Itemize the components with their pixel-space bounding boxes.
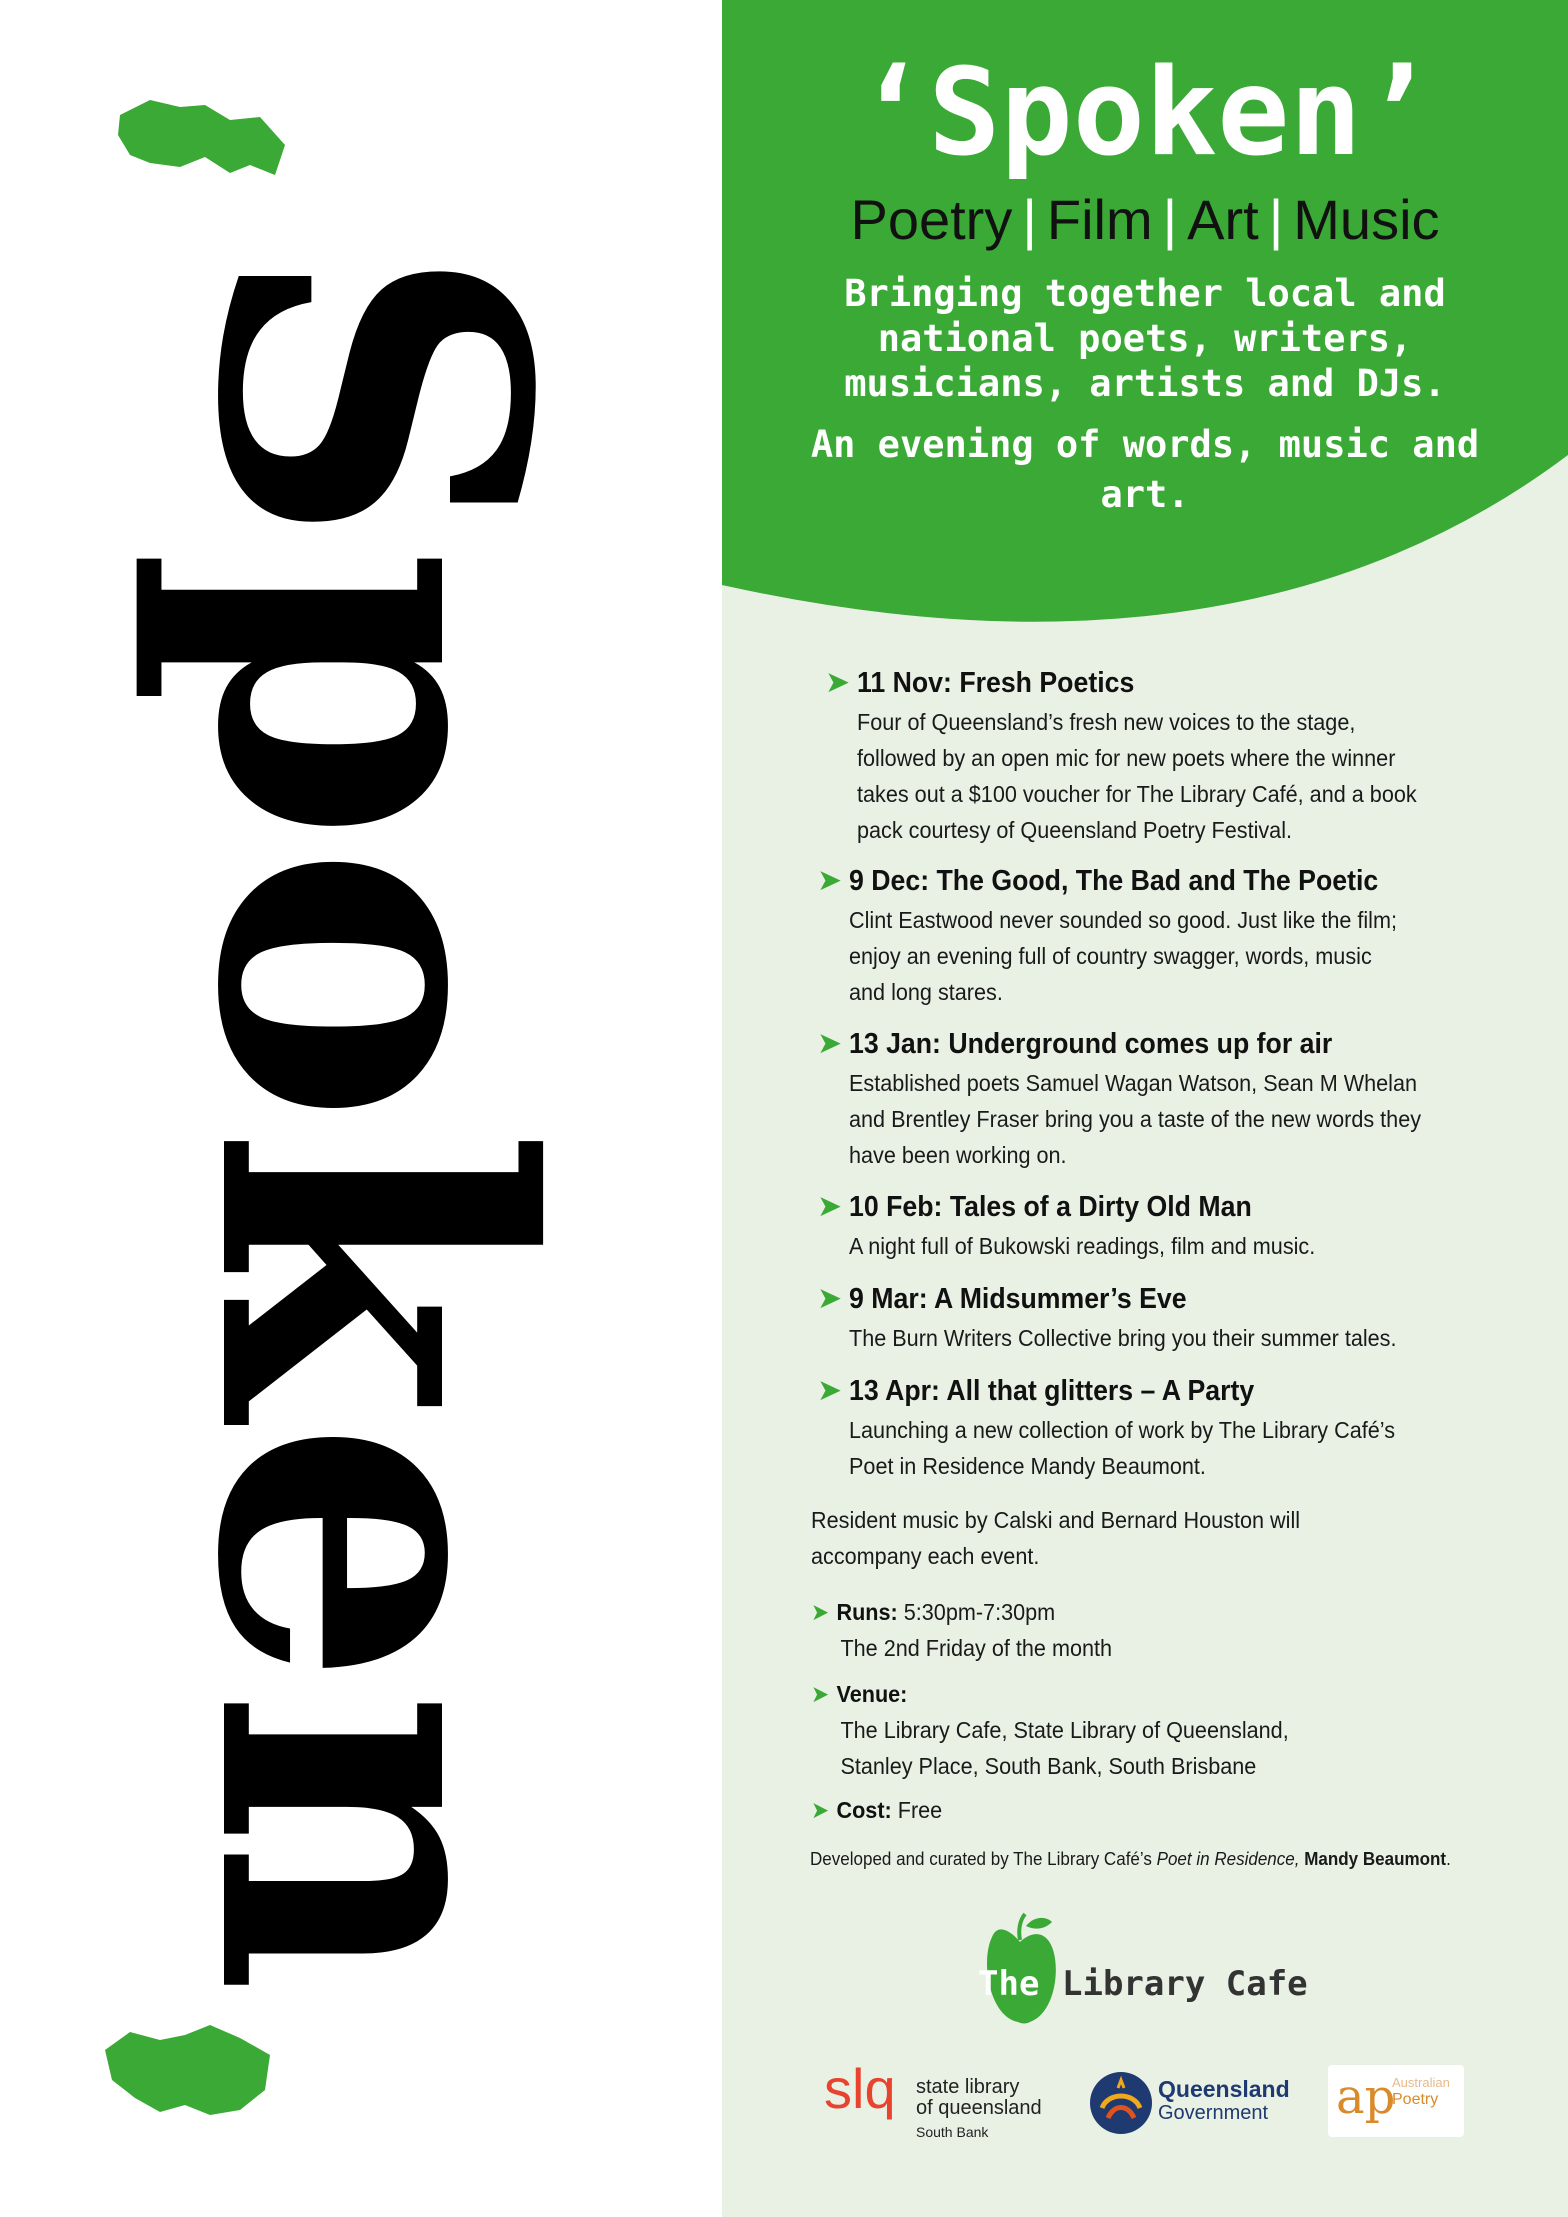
slq-line-3: South Bank <box>916 2124 989 2140</box>
arrow-icon: ➤ <box>811 1681 830 1707</box>
category-poetry: Poetry <box>850 188 1013 251</box>
top-quote-mark <box>110 95 290 190</box>
event-description: A night full of Bukowski readings, film and music. <box>849 1233 1316 1259</box>
runs-time: 5:30pm-7:30pm <box>903 1599 1056 1625</box>
cafe-name: Library Cafe <box>1062 1964 1308 2004</box>
arrow-icon: ➤ <box>817 1190 843 1223</box>
venue-info <box>811 1676 1473 1784</box>
cost-info <box>811 1792 1473 1828</box>
event-title: 10 Feb: Tales of a Dirty Old Man <box>849 1191 1252 1223</box>
info-panel <box>722 0 1568 2217</box>
event-description: The Burn Writers Collective bring you their summer tales. <box>849 1325 1397 1351</box>
event-item <box>817 1374 1568 1484</box>
tagline: Bringing together local and national poets, writers, musicians, artists and DJs. <box>844 272 1446 406</box>
arrow-icon: ➤ <box>811 1797 830 1823</box>
ap-line-1: Australian <box>1392 2075 1450 2090</box>
event-item <box>817 1282 1568 1356</box>
event-description: Four of Queensland’s fresh new voices to the stage, followed by an open mic for new poets where the winner takes out a $100 voucher for The Library Café, and a book pack courtesy of Queensland Poetry Festival. <box>857 709 1417 843</box>
qld-line-2: Government <box>1158 2102 1269 2124</box>
event-item <box>825 666 1568 848</box>
event-title: 11 Nov: Fresh Poetics <box>857 667 1135 699</box>
category-music: Music <box>1293 188 1440 251</box>
event-title: 9 Dec: The Good, The Bad and The Poetic <box>849 865 1379 897</box>
partner-logos <box>722 2057 1568 2150</box>
runs-label: Runs: <box>836 1599 898 1625</box>
arrow-icon: ➤ <box>817 1027 843 1060</box>
event-description: Launching a new collection of work by The Library Café’s Poet in Residence Mandy Beaumont. <box>849 1417 1396 1479</box>
tagline-evening: An evening of words, music and art. <box>810 423 1480 517</box>
event-title: 13 Apr: All that glitters – A Party <box>849 1375 1255 1407</box>
header <box>722 0 1568 520</box>
bottom-quote-mark <box>100 2020 280 2120</box>
arrow-icon: ➤ <box>817 1374 843 1407</box>
category-film: Film <box>1046 188 1153 251</box>
cost-label: Cost: <box>836 1797 892 1823</box>
category-art: Art <box>1187 188 1259 251</box>
library-cafe-logo <box>970 1912 1370 2032</box>
venue-line-1: The Library Cafe, State Library of Queensland, <box>840 1717 1289 1743</box>
event-title: 13 Jan: Underground comes up for air <box>849 1028 1333 1060</box>
slq-logo <box>824 2057 1064 2144</box>
venue-label: Venue: <box>836 1681 908 1707</box>
event-description: Clint Eastwood never sounded so good. Just like the film; enjoy an evening full of country swagger, words, music and long stares. <box>849 907 1398 1005</box>
event-item <box>817 864 1568 1010</box>
poster-title: ‘Spoken’ <box>856 44 1434 183</box>
australian-poetry-logo <box>1328 2065 1464 2137</box>
queensland-government-logo <box>1088 2070 1288 2140</box>
ap-line-2: Poetry <box>1392 2091 1439 2108</box>
arrow-icon: ➤ <box>825 666 851 699</box>
category-row: Poetry | Film | Art | Music <box>850 188 1440 251</box>
slq-line-2: of queensland <box>916 2097 1042 2119</box>
event-item <box>817 1027 1568 1173</box>
vertical-title-word: Spoken <box>124 243 617 1997</box>
runs-when: The 2nd Friday of the month <box>840 1635 1113 1661</box>
ap-mark: ap <box>1336 2069 1396 2125</box>
cafe-the: The <box>978 1964 1040 2004</box>
resident-music-note: Resident music by Calski and Bernard Houston will accompany each event. <box>811 1507 1301 1569</box>
event-description: Established poets Samuel Wagan Watson, Sean M Whelan and Brentley Fraser bring you a taste of the new words they have been working on. <box>849 1070 1422 1168</box>
slq-mark: slq <box>824 2057 896 2120</box>
event-title: 9 Mar: A Midsummer’s Eve <box>849 1283 1187 1315</box>
arrow-icon: ➤ <box>817 1282 843 1315</box>
cost-value: Free <box>897 1797 943 1823</box>
curator-credit: Developed and curated by The Library Café’s Poet in Residence, Mandy Beaumont. <box>810 1848 1451 1869</box>
queensland-crest-icon <box>1088 2070 1154 2136</box>
arrow-icon: ➤ <box>811 1599 830 1625</box>
arrow-icon: ➤ <box>817 864 843 897</box>
venue-line-2: Stanley Place, South Bank, South Brisbane <box>840 1753 1257 1779</box>
vertical-title-panel <box>0 0 722 2217</box>
slq-line-1: state library <box>916 2076 1020 2098</box>
runs-info <box>811 1594 1473 1666</box>
qld-line-1: Queensland <box>1158 2076 1290 2102</box>
event-item <box>817 1190 1568 1264</box>
